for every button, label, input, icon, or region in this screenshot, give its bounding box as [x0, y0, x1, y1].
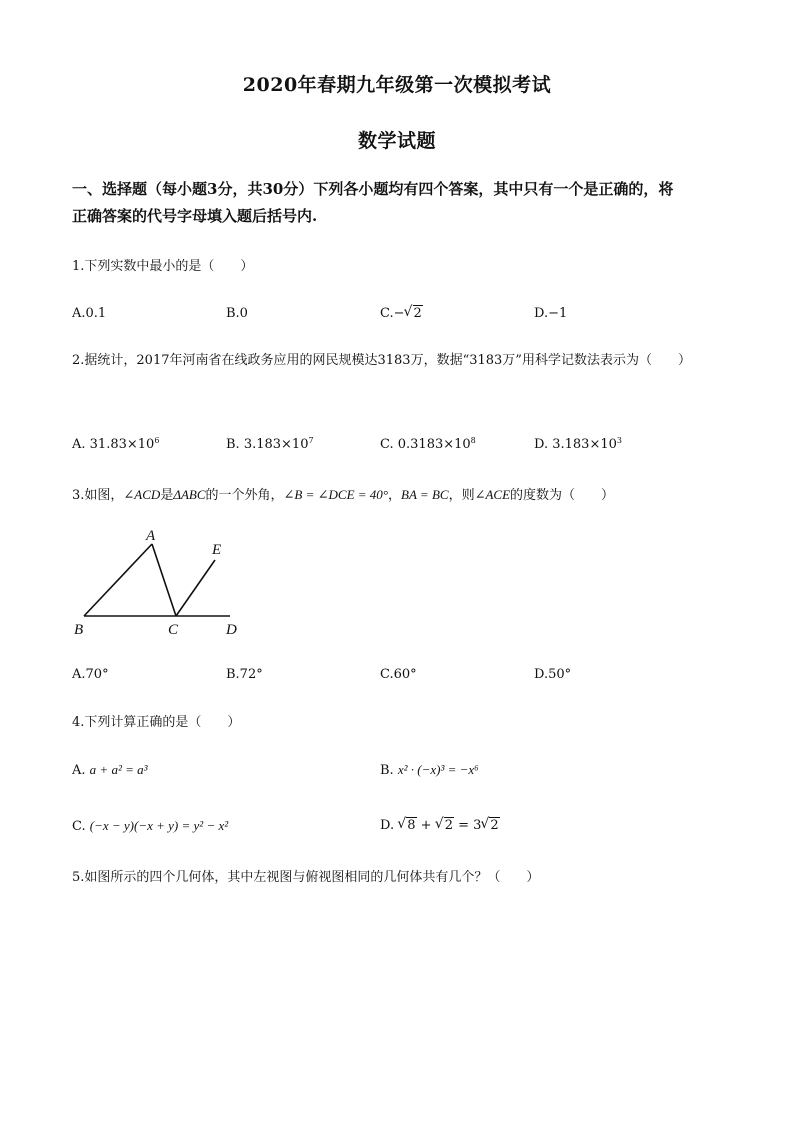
math-triangle-abc: ΔABC: [173, 487, 206, 502]
option-exponent: 6: [154, 436, 160, 445]
radicand: 2: [490, 818, 499, 833]
option-exponent: 7: [308, 436, 314, 445]
option-prefix: B.: [380, 763, 394, 778]
section-line-1: 一、选择题（每小题3分，共30分）下列各小题均有四个答案，其中只有一个是正确的，将: [72, 180, 674, 198]
option-prefix: A.: [72, 763, 86, 778]
sqrt-symbol: [436, 818, 454, 833]
plus-sign: +: [420, 818, 432, 833]
subject-title: 数学试题: [357, 130, 436, 152]
option-expression: (−x − y)(−x + y) = y² − x²: [89, 818, 229, 833]
question-1-stem: 1.下列实数中最小的是（ ）: [72, 259, 254, 274]
question-2-option-b: [226, 436, 314, 452]
equals-part: = 3: [458, 818, 482, 833]
stem-text: 3.如图，: [72, 488, 124, 503]
question-3-option-b: B.72°: [226, 667, 263, 682]
question-2-stem: 2.据统计，2017年河南省在线政务应用的网民规模达3183万，数据“3183万”用科学记数法表示为（ ）: [72, 353, 691, 368]
line-ba: [84, 544, 152, 616]
option-base: C. 0.3183×10: [380, 437, 471, 452]
option-base: B. 3.183×10: [226, 437, 309, 452]
question-2-option-a: [72, 436, 159, 452]
option-expression: x² · (−x)³ = −x⁶: [397, 762, 479, 777]
question-5-stem: 5.如图所示的四个几何体，其中左视图与俯视图相同的几何体共有几个？（ ）: [72, 870, 540, 885]
label-b: B: [74, 622, 84, 638]
question-1-option-d: D.−1: [534, 306, 568, 321]
question-4-option-a: [72, 762, 148, 778]
question-2-option-c: [380, 436, 476, 452]
label-c: C: [168, 622, 179, 638]
stem-text: 是: [160, 488, 174, 503]
question-1-option-c: [380, 306, 423, 321]
question-3-option-d: D.50°: [534, 667, 572, 682]
option-exponent: 3: [616, 436, 622, 445]
section-line-2: 正确答案的代号字母填入题后括号内.: [72, 207, 318, 225]
line-ac: [152, 544, 176, 616]
option-prefix: D.: [380, 818, 395, 833]
math-side-condition: BA = BC: [401, 487, 449, 502]
question-3-stem: [72, 484, 614, 503]
question-1-option-b: B.0: [226, 306, 248, 321]
question-3-option-c: C.60°: [380, 667, 417, 682]
radicand: 2: [444, 818, 453, 833]
label-d: D: [226, 622, 237, 638]
label-e: E: [212, 542, 222, 558]
question-4-option-d: [380, 818, 500, 833]
label-a: A: [146, 528, 156, 544]
math-angle-acd: ∠ACD: [123, 487, 161, 502]
question-4-option-c: [72, 818, 228, 834]
question-4-stem: 4.下列计算正确的是（ ）: [72, 715, 241, 730]
triangle-figure: [60, 520, 260, 645]
stem-text: ，: [388, 488, 402, 503]
question-2-option-d: [534, 436, 622, 452]
option-base: A. 31.83×10: [72, 437, 155, 452]
section-instructions: [72, 176, 732, 230]
radicand: 2: [413, 306, 422, 321]
stem-text: ，则: [448, 488, 475, 503]
question-3-option-a: A.70°: [72, 667, 109, 682]
exam-title: 2020年春期九年级第一次模拟考试: [242, 74, 552, 96]
stem-text: 的度数为（ ）: [510, 488, 615, 503]
option-base: D. 3.183×10: [534, 437, 617, 452]
option-prefix: C.: [72, 819, 86, 834]
stem-text: 的一个外角，: [205, 488, 284, 503]
question-1-option-a: A.0.1: [72, 306, 107, 321]
sqrt-symbol: [405, 306, 423, 321]
option-expression: a + a² = a³: [89, 762, 148, 777]
radicand: 8: [407, 818, 416, 833]
math-angle-condition: ∠B = ∠DCE = 40°: [283, 487, 389, 502]
sqrt-symbol: [398, 818, 416, 833]
line-ce: [176, 560, 215, 616]
sqrt-symbol: [481, 818, 499, 833]
question-4-option-b: [380, 762, 479, 778]
option-exponent: 8: [470, 436, 476, 445]
math-angle-ace: ∠ACE: [474, 487, 511, 502]
option-c-prefix: C.−: [380, 306, 405, 321]
